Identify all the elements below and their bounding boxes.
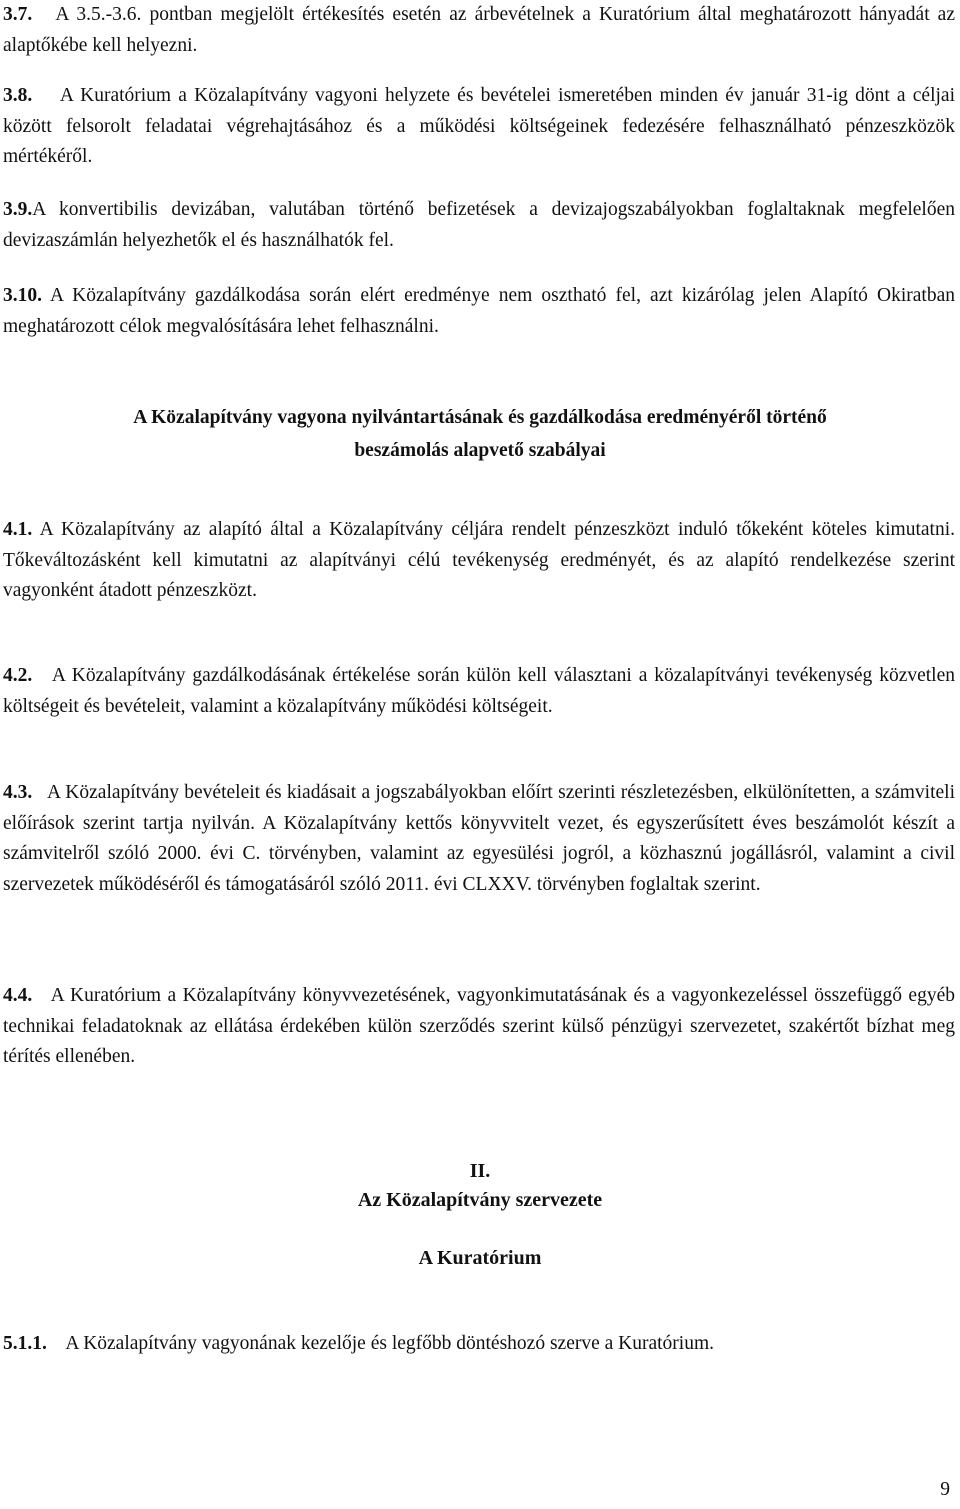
- section-heading-line-1: A Közalapítvány vagyona nyilvántartásának és gazdálkodása eredményéről történő: [133, 407, 827, 428]
- paragraph-number: 3.10.: [3, 285, 42, 306]
- section-subtitle: A Kuratórium: [418, 1247, 542, 1269]
- paragraph-text: A Közalapítvány gazdálkodásának értékelése során külön kell választani a közalapítványi tevékenység közvetlen költségeit és bevételeit, valamint a közalapítvány működési költségeit.: [3, 665, 955, 717]
- paragraph-number: 4.1.: [3, 519, 33, 540]
- section-heading: [0, 401, 960, 467]
- paragraph-4-2: [3, 661, 955, 722]
- paragraph-text: A konvertibilis devizában, valutában történő befizetések a devizajogszabályokban foglaltaknak megfelelően devizaszámlán helyezhetők el és használhatók fel.: [3, 199, 955, 251]
- paragraph-4-1: [3, 515, 955, 607]
- paragraph-text: A Közalapítvány gazdálkodása során elért eredménye nem osztható fel, azt kizárólag jelen Alapító Okiratban meghatározott célok megvalósítására lehet felhasználni.: [3, 285, 955, 337]
- paragraph-number: 4.2.: [3, 665, 33, 686]
- paragraph-number: 4.3.: [3, 782, 33, 803]
- paragraph-3-7: [3, 0, 955, 61]
- paragraph-3-8: [3, 81, 955, 173]
- section-roman-numeral: II.: [469, 1160, 491, 1182]
- paragraph-number: 3.8.: [3, 85, 33, 106]
- paragraph-text: A Kuratórium a Közalapítvány könyvvezetésének, vagyonkimutatásának és a vagyonkezeléssel összefüggő egyéb technikai feladatoknak az ellátása érdekében külön szerződés szerint külső pénzügyi szervezetet, szakértőt bízhat meg térítés ellenében.: [3, 985, 955, 1067]
- paragraph-number: 3.9.: [3, 199, 33, 220]
- paragraph-text: A 3.5.-3.6. pontban megjelölt értékesítés esetén az árbevételnek a Kuratórium által meghatározott hányadát az alaptőkébe kell helyezni.: [3, 4, 955, 56]
- section-title: Az Közalapítvány szervezete: [357, 1189, 603, 1211]
- paragraph-5-1-1: [3, 1329, 955, 1360]
- paragraph-text: A Közalapítvány az alapító által a Közalapítvány céljára rendelt pénzeszközt induló tőkeként köteles kimutatni. Tőkeváltozásként kell kimutatni az alapítványi célú tevékenység eredményét, és az alapító rendelkezése szerint vagyonként átadott pénzeszközt.: [3, 519, 955, 601]
- paragraph-3-10: [3, 281, 955, 342]
- paragraph-3-9: [3, 195, 955, 256]
- paragraph-text: A Közalapítvány vagyonának kezelője és legfőbb döntéshozó szerve a Kuratórium.: [65, 1333, 715, 1354]
- page-number: 9: [940, 1479, 950, 1500]
- paragraph-number: 4.4.: [3, 985, 33, 1006]
- paragraph-text: A Kuratórium a Közalapítvány vagyoni helyzete és bevételei ismeretében minden év január 31-ig dönt a céljai között felsorolt feladatai végrehajtásához és a működési költségeinek fedezésére felhasználható pénzeszközök mértékéről.: [3, 85, 955, 167]
- paragraph-number: 5.1.1.: [3, 1333, 47, 1354]
- paragraph-number: 3.7.: [3, 4, 33, 25]
- paragraph-text: A Közalapítvány bevételeit és kiadásait a jogszabályokban előírt szerinti részletezésben, elkülönítetten, a számviteli előírások szerint tartja nyilván. A Közalapítvány kettős könyvvitelt vezet, és egyszerűsített éves beszámolót készít a számvitelről szóló 2000. évi C. törvényben, valamint az egyesülési jogról, a közhasznú jogállásról, valamint a civil szervezetek működéséről és támogatásáról szóló 2011. évi CLXXV. törvényben foglaltak szerint.: [3, 782, 955, 895]
- section-heading-line-2: beszámolás alapvető szabályai: [354, 440, 606, 461]
- paragraph-4-3: [3, 778, 955, 900]
- paragraph-4-4: [3, 981, 955, 1073]
